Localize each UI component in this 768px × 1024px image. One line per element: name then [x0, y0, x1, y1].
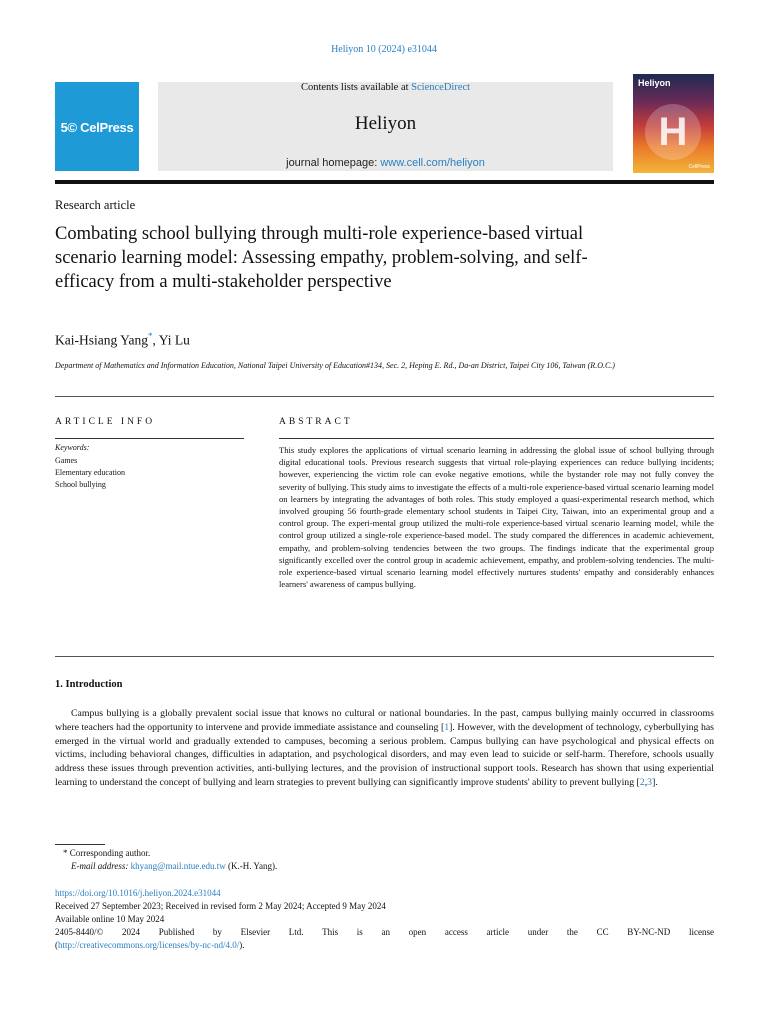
corresponding-author-mark[interactable]: *: [148, 331, 153, 341]
license-statement: 2405-8440/© 2024 Published by Elsevier Ltd. This is an open access article under the CC BY-NC-ND license: [55, 927, 714, 937]
keyword-item: School bullying: [55, 480, 106, 489]
article-type: Research article: [55, 198, 136, 212]
abstract-text: This study explores the applications of virtual scenario learning in addressing the global issue of school bullying through digital educational tools. Previous research suggests that virtual role-playing experiences can reduce bullying incidents; however, experiencing the victim role can evoke negative emotions, while the bystander role may not fully convey the severity of bullying. This study aims to investigate the effects of a multi-role experience-based virtual scenario learning model on learners by integrating the advantages of both roles. This study employed a quasi-experimental research method, which involved grouping 56 fourth-grade elementary school students in Taipei City, Taiwan, into an experimental group and a control group. The experi-mental group utilized the multi-role experience-based virtual scenario learning model, while the control group utilized a single-role experience-based model. The study compared the differences in academic achievement, empathy, and problem-solving tendencies between the two groups. The findings indicate that the experimental group significantly excelled over the control group in academic achievement, empathy, and problem-solving tendencies. The multi-role experience-based virtual scenario learning model effectively nurtures students' empathy and considerably enhances learners' awareness of campus bullying.: [279, 445, 714, 590]
journal-reference[interactable]: Heliyon 10 (2024) e31044: [331, 44, 437, 55]
homepage-line: [158, 157, 613, 169]
abstract-heading: ABSTRACT: [279, 417, 353, 427]
section-divider: [55, 396, 714, 397]
email-label: E-mail address:: [71, 861, 131, 871]
citation-link[interactable]: 1: [444, 721, 450, 733]
email-suffix: (K.-H. Yang).: [225, 861, 278, 871]
keywords-list: [55, 455, 125, 491]
keyword-item: Elementary education: [55, 468, 125, 477]
introduction-paragraph: [55, 707, 714, 790]
received-dates: Received 27 September 2023; Received in revised form 2 May 2024; Accepted 9 May 2024: [55, 901, 386, 911]
journal-masthead: [158, 82, 613, 171]
citation-link[interactable]: 3: [647, 776, 653, 788]
author-name[interactable]: Kai-Hsiang Yang: [55, 332, 148, 348]
author-name[interactable]: Yi Lu: [158, 332, 190, 348]
contents-line: [158, 82, 613, 93]
cover-title: Heliyon: [638, 78, 671, 88]
license-url-line: [55, 939, 714, 952]
section-heading-introduction: 1. Introduction: [55, 679, 123, 690]
author-separator: ,: [152, 332, 159, 348]
sciencedirect-link[interactable]: ScienceDirect: [411, 82, 471, 93]
footnote: [55, 847, 277, 873]
journal-name: Heliyon: [354, 113, 417, 134]
email-line: [55, 860, 277, 873]
keywords-label: Keywords:: [55, 443, 90, 452]
article-info-heading: ARTICLE INFO: [55, 417, 156, 427]
article-title: Combating school bullying through multi-role experience-based virtual scenario learning model: Assessing empathy, problem-solving, and self-efficacy from a multi-stakeholder perspective: [55, 224, 588, 292]
license-link[interactable]: http://creativecommons.org/licenses/by-nc-nd/4.0/: [58, 940, 240, 950]
author-list: [55, 331, 190, 349]
homepage-prefix: journal homepage:: [286, 157, 381, 169]
journal-homepage-link[interactable]: www.cell.com/heliyon: [380, 157, 485, 169]
article-info-divider: [55, 438, 244, 439]
contents-prefix: Contents lists available at: [300, 82, 412, 93]
logo-text: 5© CelPress: [60, 120, 134, 135]
author-affiliation: Department of Mathematics and Information Education, National Taipei University of Education#134, Sec. 2, Heping E. Rd., Da-an District, Taipei City 106, Taiwan (R.O.C.): [55, 361, 615, 370]
header-divider: [55, 180, 714, 184]
author-email-link[interactable]: khyang@mail.ntue.edu.tw: [130, 861, 226, 871]
paragraph-text: ].: [652, 776, 658, 788]
abstract-divider: [279, 438, 714, 439]
paragraph-text: Campus bullying is a globally prevalent social issue that knows no cultural or national boundaries. In the past, campus bullying mainly occurred in classrooms where teachers had the opportunity to intervene and provide immediate assistance and counseling [: [55, 708, 714, 733]
paren-open: (: [55, 940, 58, 950]
cellpress-logo[interactable]: [55, 82, 139, 171]
publication-info: [55, 887, 714, 952]
available-online: Available online 10 May 2024: [55, 914, 165, 924]
citation-separator: ,: [644, 776, 648, 788]
journal-cover-image[interactable]: [633, 74, 714, 173]
paren-close: ).: [239, 940, 245, 950]
doi-link[interactable]: https://doi.org/10.1016/j.heliyon.2024.e31044: [55, 888, 221, 898]
cover-publisher: CellPress: [688, 164, 710, 170]
keyword-item: Games: [55, 456, 78, 465]
citation-link[interactable]: 2: [639, 776, 645, 788]
paragraph-text: ]. However, with the development of technology, cyberbullying has emerged in the virtual world and gradually extended to campuses, becoming a serious problem. Campus bullying can have psychological and physical effects on victims, including behavioral changes, difficulties in adaptation, and psychological disorders, and may even lead to suicide or self-harm. Therefore, schools usually address these issues through prevention activities, anti-bullying lectures, and the provision of instructional support tools. Research has shown that using experiential learning to understand the concept of bullying and learn strategies to prevent bullying can significantly improve students' ability to prevent bullying [: [55, 721, 714, 788]
footnote-divider: [55, 844, 105, 845]
corresponding-author-note: * Corresponding author.: [63, 848, 151, 858]
cover-letter: H: [658, 110, 688, 154]
abstract-bottom-divider: [55, 656, 714, 657]
